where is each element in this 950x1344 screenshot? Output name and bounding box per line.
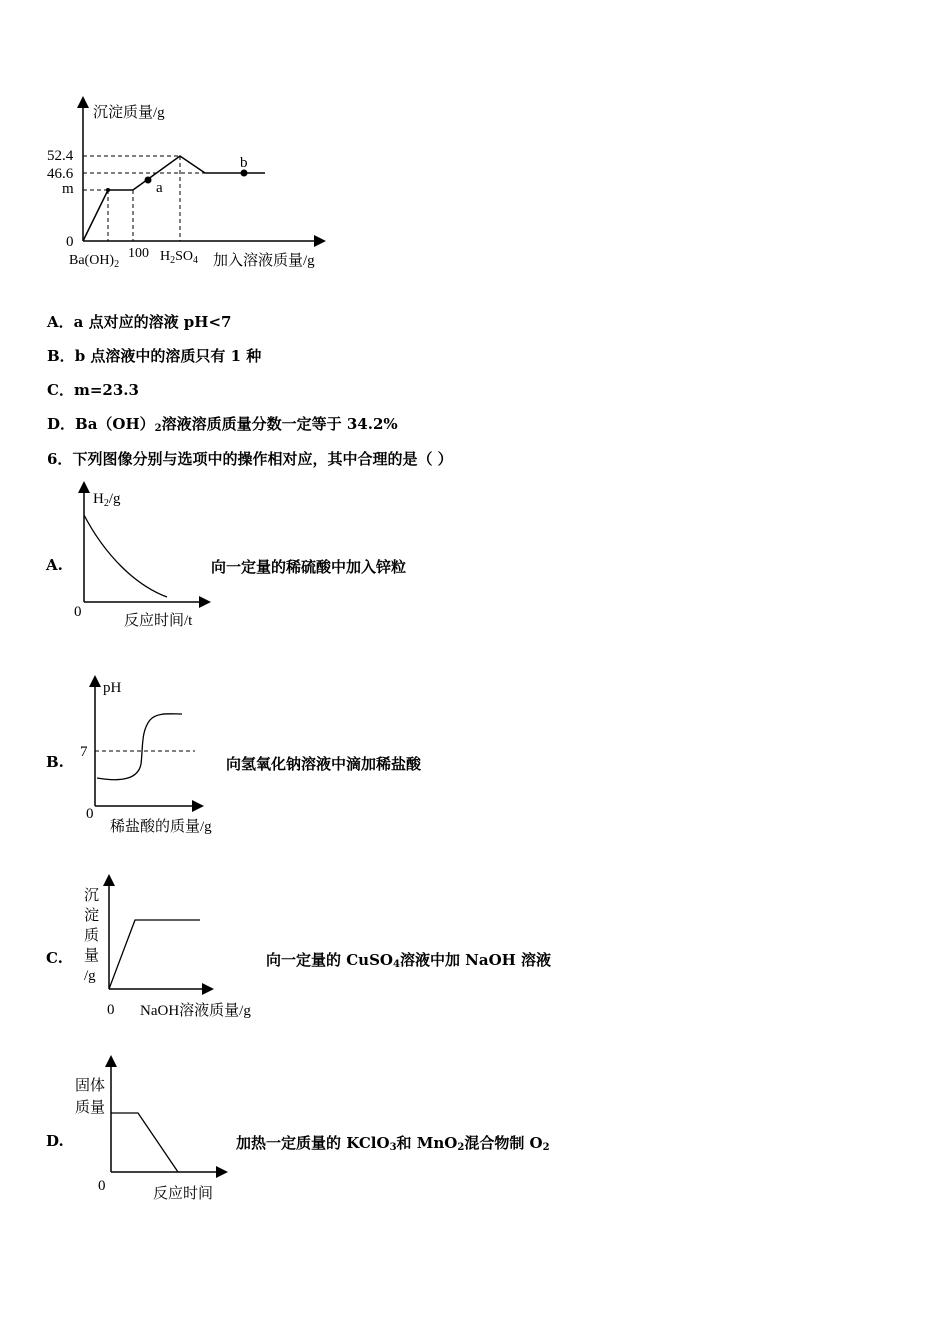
graph-d-origin: 0: [98, 1178, 106, 1194]
graph-c-ylabel-2: 淀: [84, 908, 100, 924]
solid-mass-curve: [111, 1113, 178, 1172]
option-6a-desc: 向一定量的稀硫酸中加入锌粒: [211, 558, 407, 576]
x-tick-100: 100: [128, 246, 149, 261]
ph-curve: [97, 714, 182, 780]
y-tick-466: 46.6: [47, 166, 74, 182]
precipitate-line: [83, 156, 265, 241]
option-6b-desc: 向氢氧化钠溶液中滴加稀盐酸: [226, 755, 422, 773]
option-6c-desc: 向一定量的 CuSO$_4$溶液中加 NaOH 溶液: [266, 951, 552, 970]
graph-d-ylabel-1: 固体: [75, 1078, 106, 1094]
h2-curve: [84, 515, 167, 597]
y-tick-524: 52.4: [47, 148, 74, 164]
graph-b-ylabel: pH: [103, 680, 122, 696]
precip-curve: [109, 920, 200, 989]
graph-d-xlabel: 反应时间: [153, 1186, 214, 1202]
origin: 0: [66, 234, 74, 250]
graph-c-xlabel: NaOH溶液质量/g: [140, 1003, 251, 1019]
x-label-baoh2: $Ba(OH)_2$: [69, 253, 120, 270]
option-6d-letter: D.: [46, 1132, 64, 1150]
graph-a-origin: 0: [74, 604, 82, 620]
point-b-label: b: [240, 155, 248, 171]
point-a-dot: [145, 177, 152, 184]
precipitate-chart: [0, 0, 950, 290]
graph-a: [0, 485, 950, 629]
option-5a: A．a 点对应的溶液 pH<7: [47, 313, 232, 331]
x-axis-label: 加入溶液质量/g: [213, 253, 315, 269]
graph-d-ylabel-2: 质量: [75, 1100, 106, 1116]
graph-a-xlabel: 反应时间/t: [124, 613, 193, 629]
x-label-h2so4: $H_2SO_4$: [160, 249, 199, 266]
graph-c-ylabel-4: 量: [84, 948, 100, 964]
graph-c-ylabel-1: 沉: [84, 888, 100, 904]
option-5c: C．m=23.3: [47, 381, 139, 399]
graph-c-ylabel-3: 质: [84, 928, 100, 944]
graph-c-origin: 0: [107, 1002, 115, 1018]
option-6b-letter: B.: [46, 753, 64, 771]
graph-c-ylabel-5: /g: [84, 968, 96, 984]
point-a-label: a: [156, 180, 163, 196]
option-6c-letter: C.: [46, 949, 63, 967]
y-axis-label: 沉淀质量/g: [93, 105, 165, 121]
graph-a-ylabel: $H_2/g$: [93, 491, 121, 509]
option-6d-desc: 加热一定质量的 KClO$_3$和 MnO$_2$混合物制 $O_2$: [236, 1134, 550, 1153]
option-5b: B．b 点溶液中的溶质只有 1 种: [47, 347, 262, 365]
graph-b-ytick: 7: [80, 744, 88, 760]
y-tick-m: m: [62, 181, 74, 197]
point-m: [106, 188, 110, 192]
graph-b-xlabel: 稀盐酸的质量/g: [110, 819, 212, 835]
graph-b-origin: 0: [86, 806, 94, 822]
option-5d: D．$Ba(OH)_2$溶液溶质质量分数一定等于 34.2%: [47, 415, 398, 434]
graph-d: [0, 1056, 950, 1206]
graph-b: [0, 676, 950, 836]
question-6: 6．下列图像分别与选项中的操作相对应，其中合理的是（ ）: [47, 450, 453, 468]
option-6a-letter: A.: [46, 556, 63, 574]
